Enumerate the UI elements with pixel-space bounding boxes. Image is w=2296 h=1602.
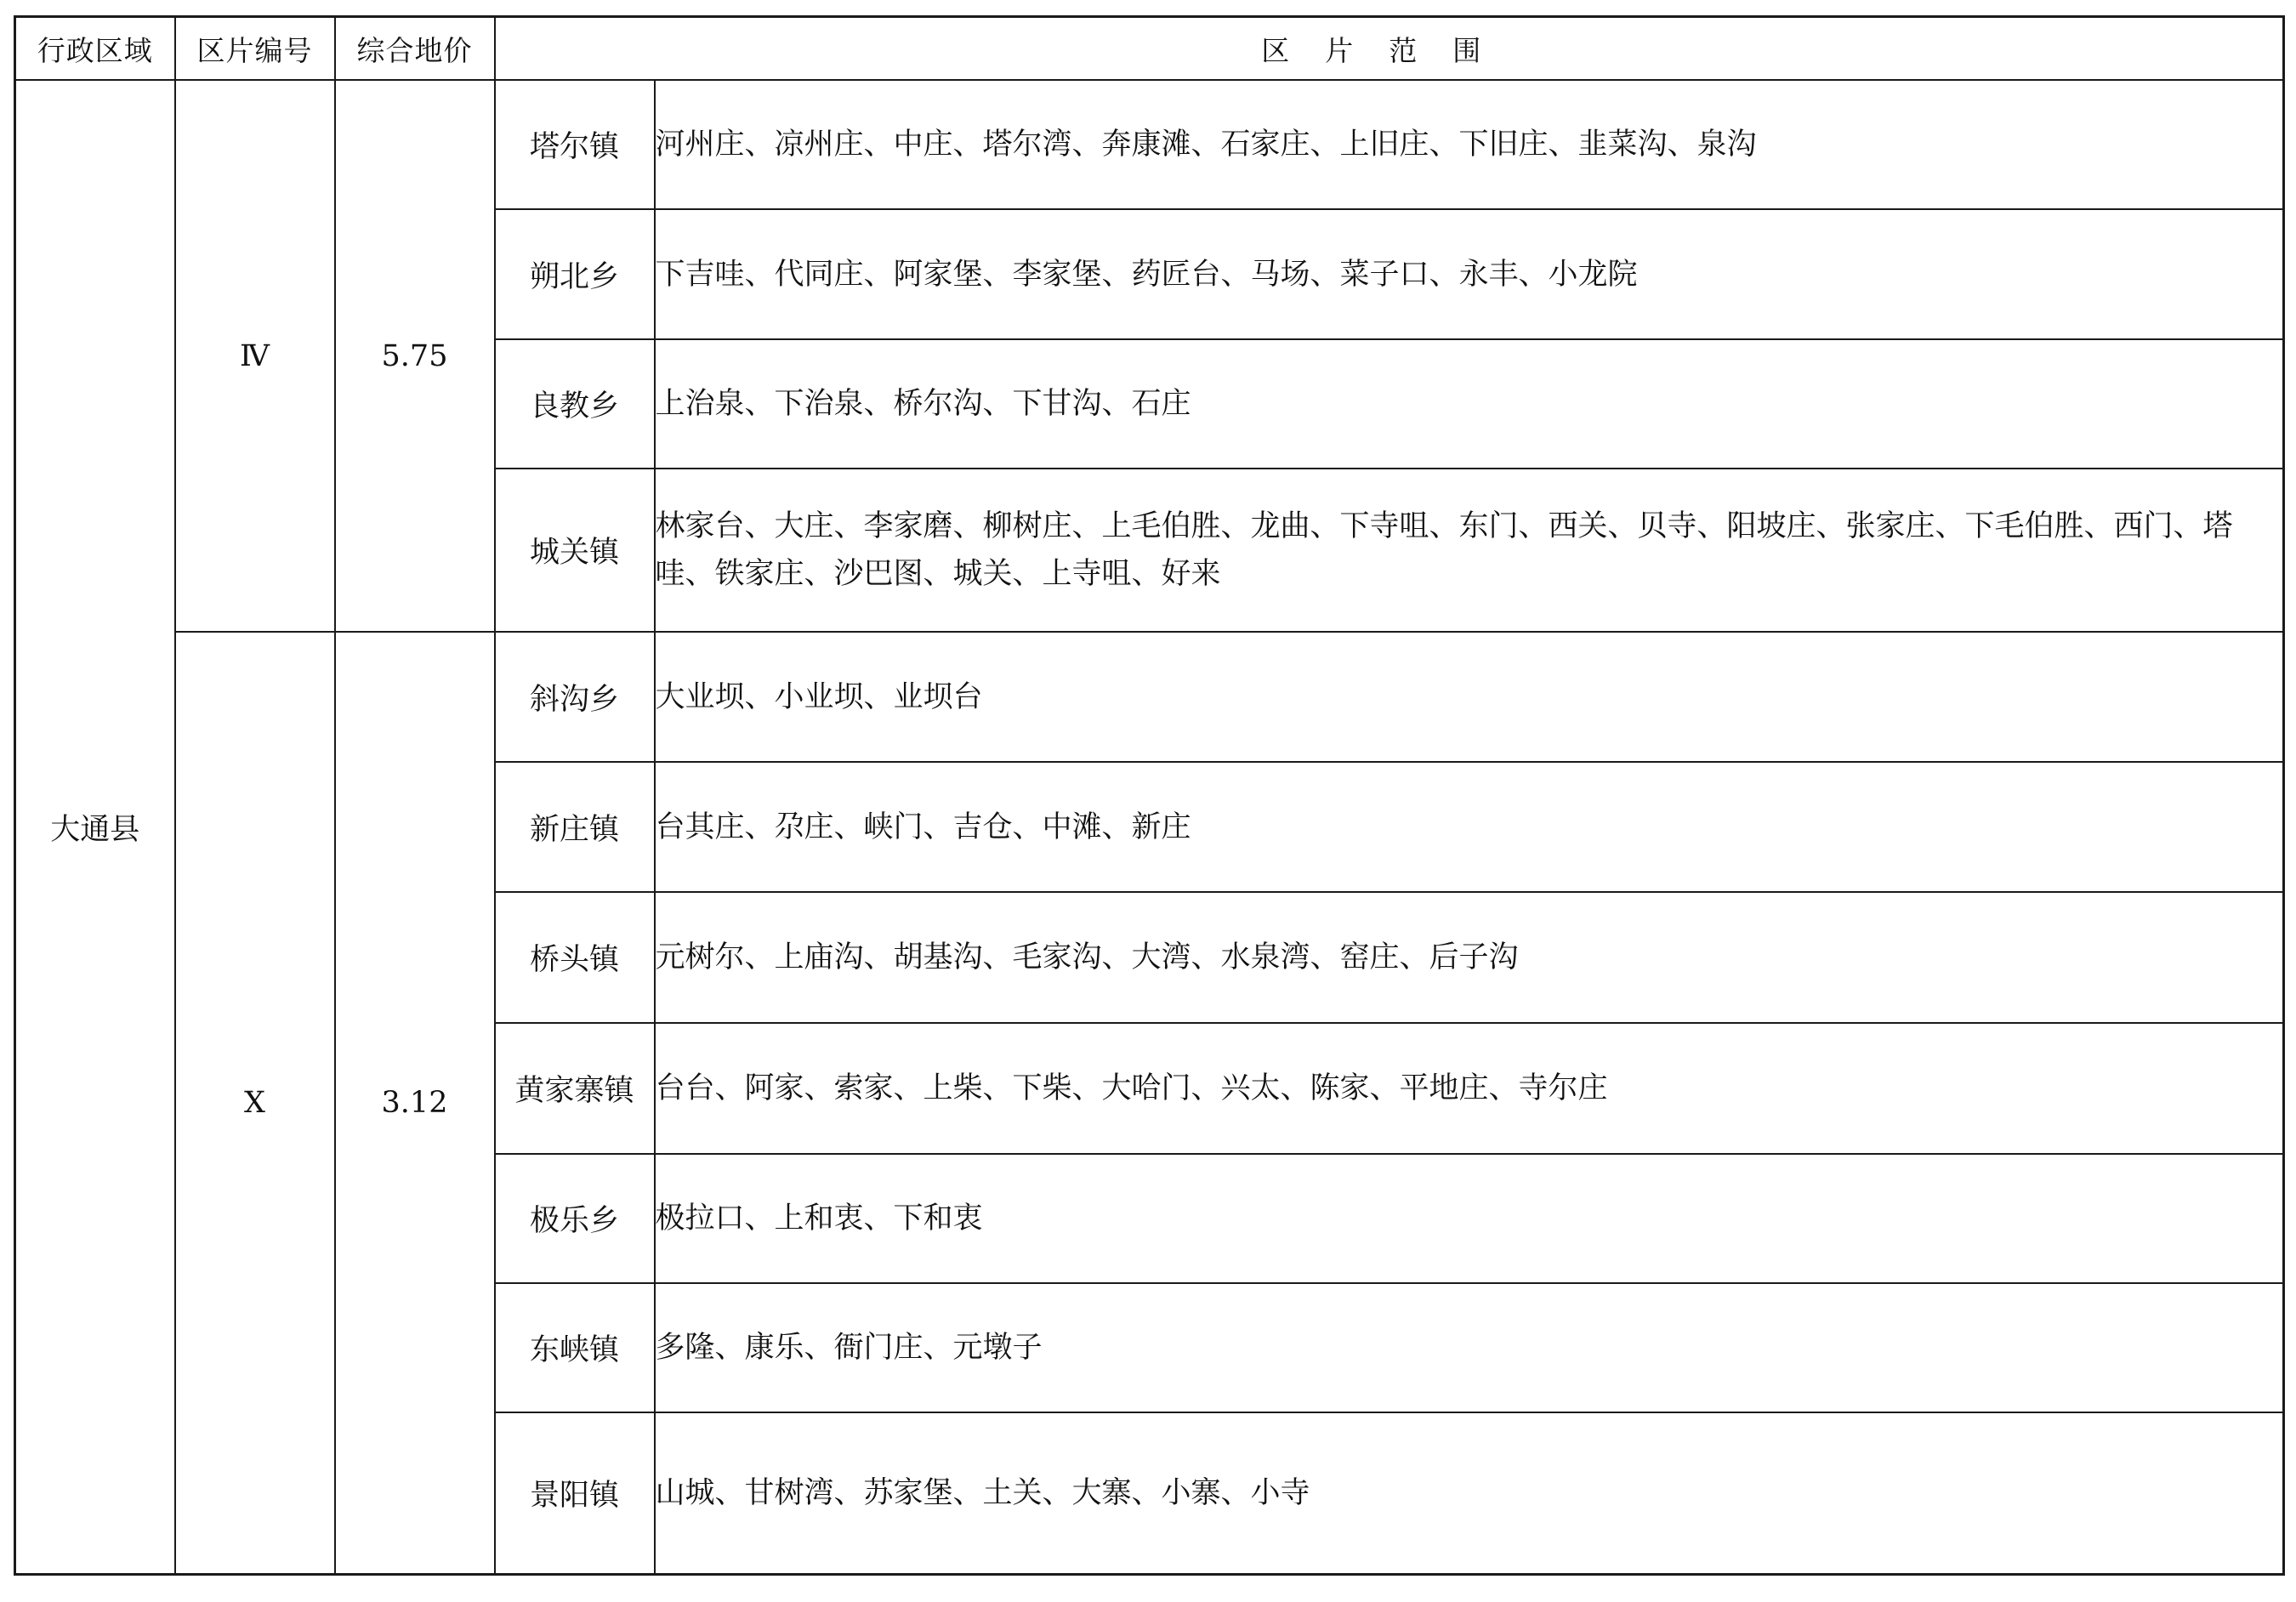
town-name-cell: 景阳镇: [495, 1412, 655, 1575]
price-cell: 3.12: [335, 632, 495, 1575]
scope-cell: 林家台、大庄、李家磨、柳树庄、上毛伯胜、龙曲、下寺咀、东门、西关、贝寺、阳坡庄、张家庄、下毛伯胜、西门、塔哇、铁家庄、沙巴图、城关、上寺咀、好来: [655, 469, 2284, 632]
header-region: 行政区域: [15, 17, 175, 81]
town-name-cell: 城关镇: [495, 469, 655, 632]
town-name-cell: 新庄镇: [495, 762, 655, 892]
scope-cell: 多隆、康乐、衙门庄、元墩子: [655, 1283, 2284, 1412]
scope-cell: 山城、甘树湾、苏家堡、土关、大寨、小寨、小寺: [655, 1412, 2284, 1575]
scope-cell: 上治泉、下治泉、桥尔沟、下甘沟、石庄: [655, 339, 2284, 469]
table-row: [15, 632, 2284, 762]
zone-number-cell: Ⅳ: [175, 80, 335, 632]
town-name-cell: 斜沟乡: [495, 632, 655, 762]
scope-cell: 河州庄、凉州庄、中庄、塔尔湾、奔康滩、石家庄、上旧庄、下旧庄、韭菜沟、泉沟: [655, 80, 2284, 209]
header-composite-price: 综合地价: [335, 17, 495, 81]
scope-cell: 下吉哇、代同庄、阿家堡、李家堡、药匠台、马场、菜子口、永丰、小龙院: [655, 209, 2284, 339]
scope-cell: 台台、阿家、索家、上柴、下柴、大哈门、兴太、陈家、平地庄、寺尔庄: [655, 1023, 2284, 1154]
town-name-cell: 良教乡: [495, 339, 655, 469]
town-name-cell: 朔北乡: [495, 209, 655, 339]
scope-cell: 大业坝、小业坝、业坝台: [655, 632, 2284, 762]
town-name-cell: 桥头镇: [495, 892, 655, 1023]
header-row: [15, 17, 2284, 81]
scope-cell: 极拉口、上和衷、下和衷: [655, 1154, 2284, 1283]
header-zone-number: 区片编号: [175, 17, 335, 81]
scope-cell: 元树尔、上庙沟、胡基沟、毛家沟、大湾、水泉湾、窑庄、后子沟: [655, 892, 2284, 1023]
table-row: [15, 80, 2284, 209]
price-cell: 5.75: [335, 80, 495, 632]
town-name-cell: 塔尔镇: [495, 80, 655, 209]
town-name-cell: 东峡镇: [495, 1283, 655, 1412]
town-name-cell: 黄家寨镇: [495, 1023, 655, 1154]
zone-number-cell: X: [175, 632, 335, 1575]
land-price-table: [14, 15, 2285, 1576]
town-name-cell: 极乐乡: [495, 1154, 655, 1283]
region-cell: 大通县: [15, 80, 175, 1575]
scope-cell: 台其庄、尕庄、峡门、吉仓、中滩、新庄: [655, 762, 2284, 892]
header-zone-scope: 区片范围: [495, 17, 2284, 81]
